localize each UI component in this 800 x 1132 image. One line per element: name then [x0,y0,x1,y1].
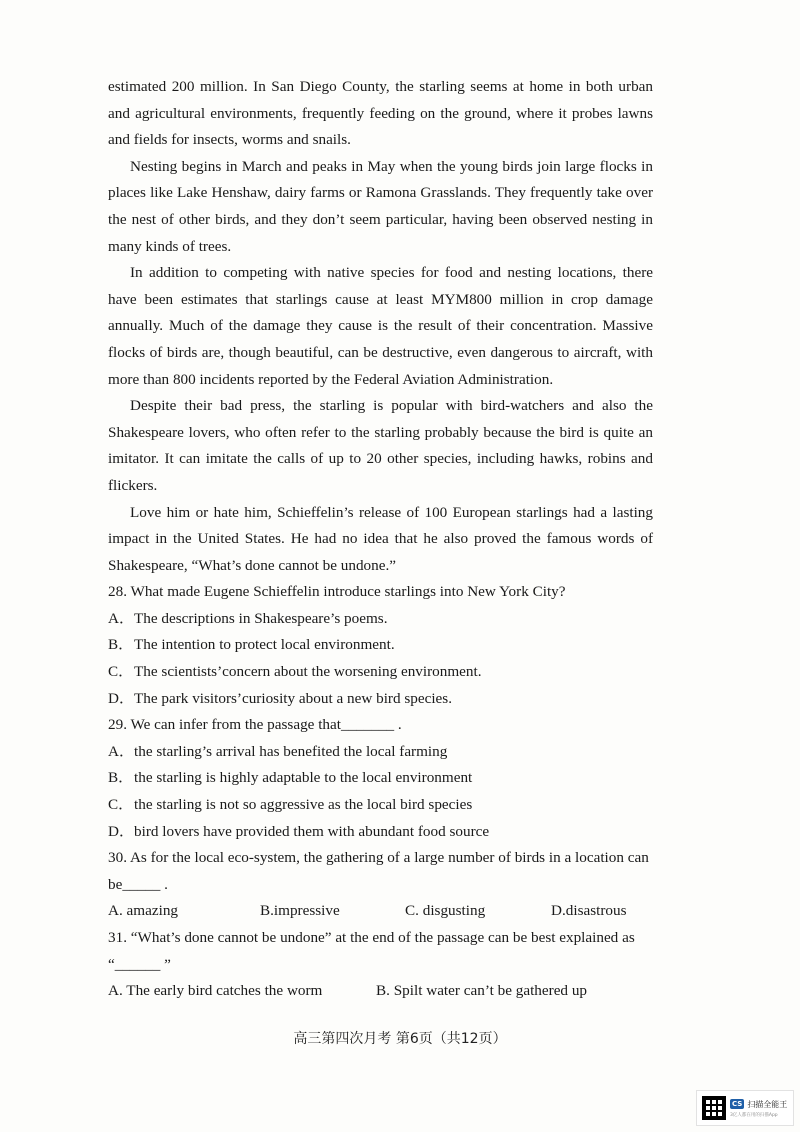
question-30-option-c: C. disgusting [405,902,486,920]
option-text: The scientists’concern about the worsening environment. [134,663,482,681]
option-letter: A． [108,742,135,760]
passage-paragraph-3: In addition to competing with native species for food and nesting locations, there have been estimates that starlings cause at least MYM800 million in crop damage annually. Much of the damage they cause is the result of their concentration. Massive flocks of birds are, though beautiful, can be destructive, even dangerous to aircraft, with more than 800 incidents reported by the Federal Aviation Administration. [108,264,653,388]
question-28-option-a [108,606,653,633]
watermark-brand: 扫描全能王 [747,1099,788,1109]
page-content [108,74,653,1005]
question-30-option-d: D.disastrous [551,902,627,920]
question-28-option-d [108,686,653,713]
option-letter: C． [108,663,134,681]
option-letter: B． [108,769,134,787]
question-30-stem: 30. As for the local eco-system, the gathering of a large number of birds in a location can be_____ . [108,849,649,893]
question-31-option-b: B. Spilt water can’t be gathered up [376,982,588,1000]
passage-paragraph-2: Nesting begins in March and peaks in May when the young birds join large flocks in places like Lake Henshaw, dairy farms or Ramona Grasslands. They frequently take over the nest of other birds, and they don’t seem particular, having been observed nesting in many kinds of trees. [108,157,653,255]
question-28-option-b [108,632,653,659]
option-letter: A． [108,609,135,627]
watermark-brand-row [730,1099,787,1110]
question-31-options [108,978,653,1005]
option-text: bird lovers have provided them with abundant food source [134,822,490,840]
question-28-option-c [108,659,653,686]
qr-code-icon [702,1096,726,1120]
option-text: the starling is highly adaptable to the local environment [134,769,473,787]
option-letter: D． [108,689,135,707]
option-letter: C． [108,796,134,814]
question-30-options [108,898,653,925]
question-29-option-c [108,792,653,819]
option-text: The park visitors’curiosity about a new bird species. [134,689,453,707]
passage-paragraph-5: Love him or hate him, Schieffelin’s release of 100 European starlings had a lasting impact in the United States. He had no idea that he also proved the famous words of Shakespeare, “What’s done cannot be undone.” [108,503,653,574]
passage-paragraph-1: estimated 200 million. In San Diego County, the starling seems at home in both urban and agricultural environments, frequently feeding on the ground, where it probes lawns and fields for insects, worms and snails. [108,78,653,149]
passage-paragraph-4: Despite their bad press, the starling is popular with bird-watchers and also the Shakespeare lovers, who often refer to the starling probably because the bird is quite an imitator. It can imitate the calls of up to 20 other species, including hawks, robins and flickers. [108,397,653,494]
option-text: The intention to protect local environment. [134,636,395,654]
question-29-option-b [108,765,653,792]
watermark-text [730,1099,787,1118]
question-29-stem: 29. We can infer from the passage that_______ . [108,716,402,734]
question-31-stem: 31. “What’s done cannot be undone” at the end of the passage can be best explained as “______ ” [108,929,635,973]
question-30-option-a: A. amazing [108,902,179,920]
scanner-watermark [696,1090,794,1126]
option-text: the starling’s arrival has benefited the local farming [134,742,448,760]
question-28-stem: 28. What made Eugene Schieffelin introduce starlings into New York City? [108,583,566,601]
watermark-subtitle: 3亿人都在用的扫描App [730,1112,778,1118]
page-footer: 高三第四次月考 第6页（共12页） [293,1031,507,1047]
question-29-option-a [108,739,653,766]
question-29-option-d [108,819,653,846]
option-letter: D． [108,822,135,840]
option-text: The descriptions in Shakespeare’s poems. [134,609,388,627]
option-text: the starling is not so aggressive as the local bird species [134,796,473,814]
question-30-option-b: B.impressive [260,902,340,920]
cs-logo-icon: CS [732,1100,743,1108]
question-31-option-a: A. The early bird catches the worm [108,982,323,1000]
option-letter: B． [108,636,134,654]
